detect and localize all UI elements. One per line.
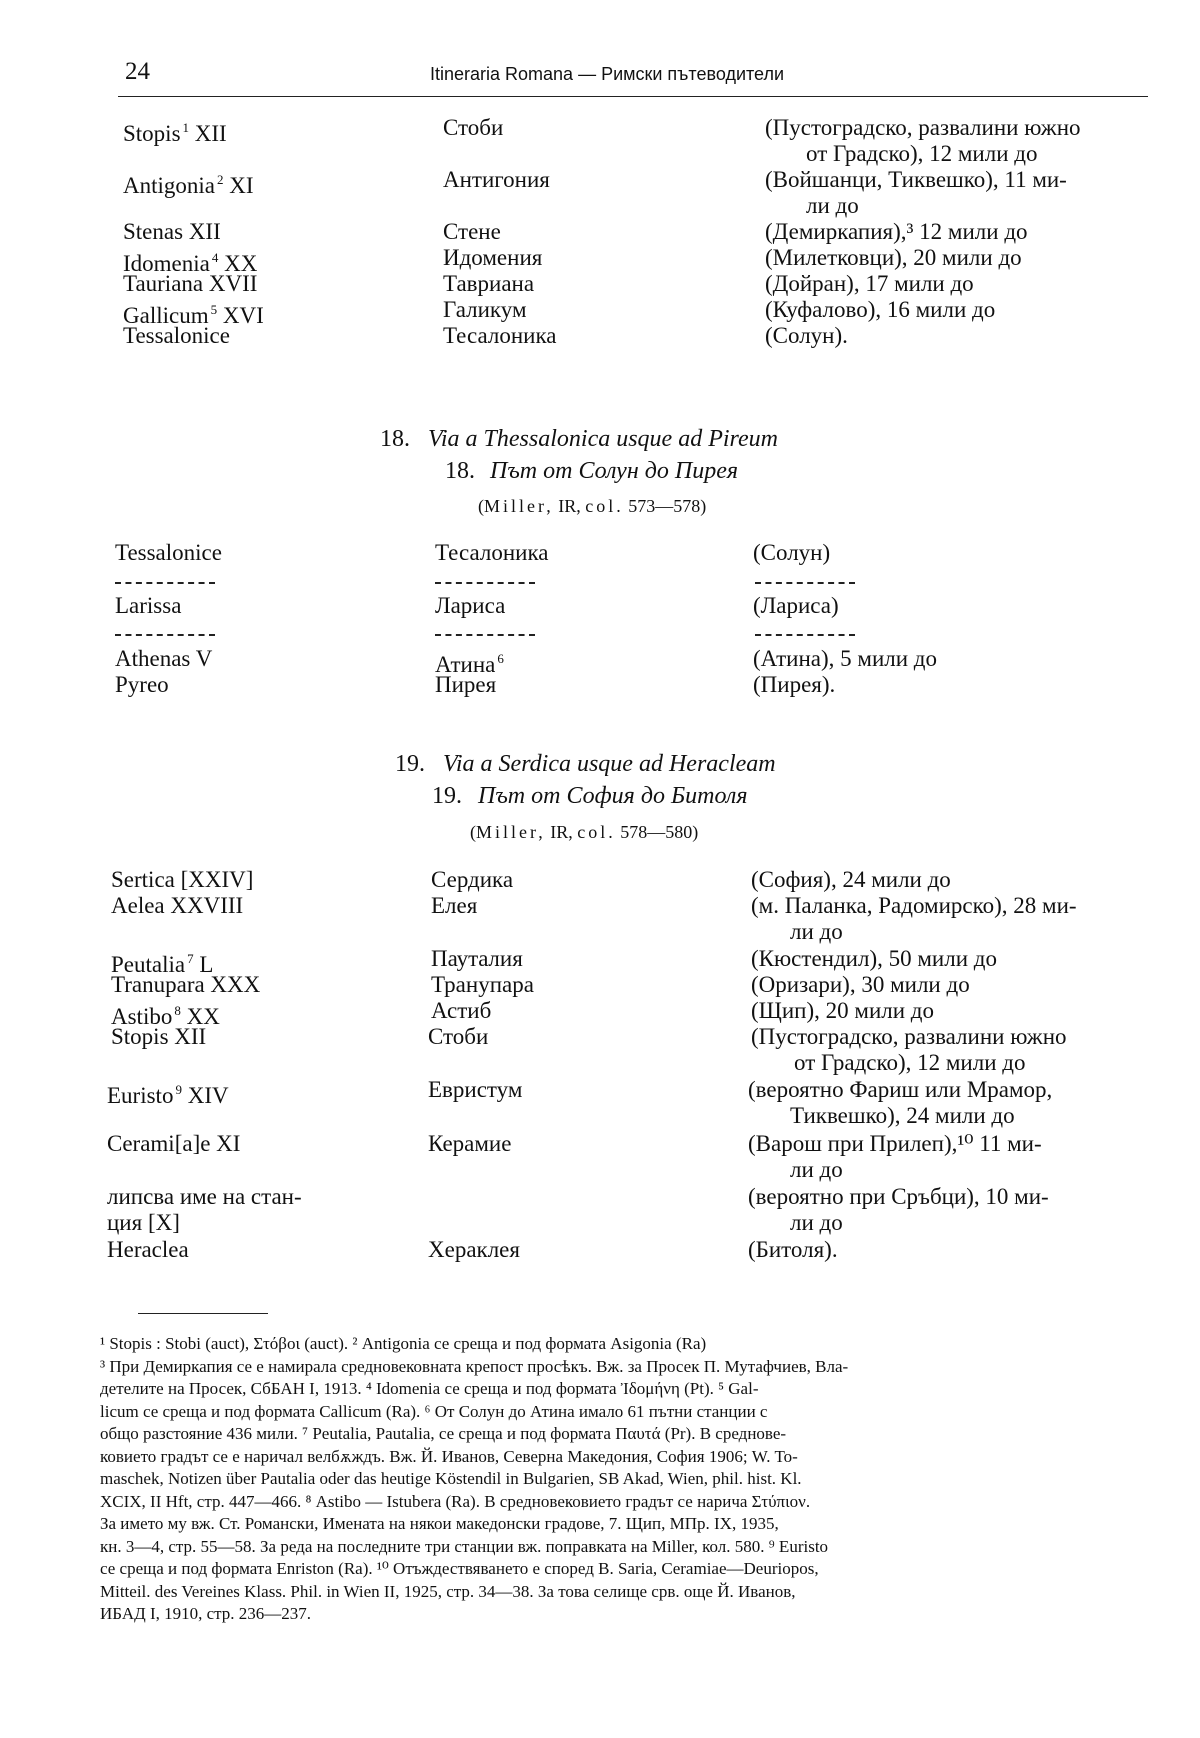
modern-location: (Куфалово), 16 мили до (765, 297, 996, 322)
bulgarian-station: Керамие (428, 1131, 512, 1156)
latin-station: Antigonia (123, 173, 215, 198)
latin-station: Tessalonice (123, 323, 230, 348)
bulgarian-station: Атина (435, 652, 496, 677)
table-row-continuation (0, 918, 1200, 946)
table-row (0, 244, 1200, 276)
modern-location: (Милетковци), 20 мили до (765, 245, 1022, 270)
omission-dashes (115, 582, 215, 584)
modern-location: (Войшанци, Тиквешко), 11 ми- (765, 167, 1067, 192)
modern-location-cont: ли до (790, 1157, 843, 1182)
section-bulgarian-title: Път от Солун до Пирея (490, 458, 739, 484)
bulgarian-station: Паутaлия (431, 946, 523, 971)
modern-location: (Атина), 5 мили до (753, 646, 938, 671)
latin-station: Tauriana (123, 271, 204, 296)
section-number: 18. (445, 458, 475, 484)
table-row (0, 166, 1200, 198)
footnote-line: ИБАД I, 1910, стр. 236—237. (100, 1604, 312, 1623)
modern-location: (Дойран), 17 мили до (765, 271, 974, 296)
bulgarian-station: Хераклея (428, 1237, 520, 1262)
footnote-line: се среща и под формата Enriston (Ra). ¹⁰ Отъждествяването е според B. Saria, Ceramiae—Deuriopos, (100, 1559, 819, 1578)
latin-station: Aelea XXVIII (111, 893, 244, 918)
modern-location: (Щип), 20 мили до (751, 998, 934, 1023)
bulgarian-station: Стоби (443, 115, 504, 140)
latin-station: Idomenia (123, 251, 210, 276)
bulgarian-station: Галикум (443, 297, 527, 322)
table-row (0, 971, 1200, 999)
table-row (0, 671, 1200, 699)
table-row (0, 1130, 1200, 1158)
modern-location-cont: ли до (806, 193, 859, 218)
modern-location: (Пустоградско, развалини южно (765, 115, 1081, 140)
footnote-ref: 5 (210, 302, 218, 317)
latin-distance: XII (188, 219, 221, 244)
table-row (0, 892, 1200, 920)
latin-distance: XI (229, 173, 254, 198)
footnote-line: За името му вж. Ст. Романски, Имената на някои македонски градове, 7. Щип, МПр. IX, 1935, (100, 1514, 779, 1533)
bulgarian-station: Пирея (435, 672, 497, 697)
omission-dashes (115, 634, 215, 636)
footnote-line: licum се среща и под формата Callicum (Ra). ⁶ От Солун до Атина имало 61 пътни станции с (100, 1401, 768, 1421)
source-col: col. (577, 822, 616, 842)
footnote-line: Mitteil. des Vereines Klass. Phil. in Wien II, 1925, стр. 34—38. За това селище срв. още Й. Иванов, (100, 1581, 796, 1601)
source-pages: 573—578) (628, 496, 707, 516)
modern-location-cont: ли до (790, 1210, 843, 1235)
bulgarian-station: Идомения (443, 245, 543, 270)
running-title: Itineraria Romana — Римски пътеводители (430, 64, 785, 84)
table-row (0, 1183, 1200, 1211)
bulgarian-station: Антигония (443, 167, 550, 192)
modern-location: (Солун) (753, 540, 831, 565)
table-row (0, 997, 1200, 1029)
footnote-ref: 9 (175, 1082, 182, 1097)
section-number: 18. (380, 426, 410, 452)
table-row-continuation (0, 1156, 1200, 1184)
bulgarian-station: Транупара (431, 972, 534, 997)
source-work: IR, (558, 496, 581, 516)
table-row-continuation (0, 1102, 1200, 1130)
source-author: Miller, (476, 822, 546, 842)
table-row (0, 114, 1200, 146)
source-col: col. (585, 496, 624, 516)
modern-location: (Пустоградско, развалини южно (751, 1024, 1067, 1049)
latin-distance: XII (194, 121, 227, 146)
bulgarian-station: Астиб (431, 998, 492, 1023)
latin-station-cont: ция [X] (107, 1210, 180, 1235)
latin-distance: XX (186, 1004, 220, 1029)
modern-location: (Битоля). (748, 1237, 838, 1262)
footnote-ref: 4 (211, 250, 219, 265)
section-number: 19. (432, 783, 462, 809)
footnote-line: кн. 3—4, стр. 55—58. За реда на последните три станции вж. поправката на Miller, кол. 580. ⁹ Euristo (100, 1536, 829, 1556)
footnote-line: ковието градът се е наричал велбѫждъ. Вж. Й. Иванов, Северна Македония, София 1906; W. To- (100, 1446, 798, 1466)
modern-location-cont: ли до (790, 919, 843, 944)
table-row (0, 866, 1200, 894)
bulgarian-station: Лариса (435, 593, 506, 618)
latin-distance: XVI (222, 303, 264, 328)
latin-station: Euristo (107, 1083, 174, 1108)
modern-location: (Кюстендил), 50 мили до (751, 946, 997, 971)
table-row-continuation (0, 140, 1200, 168)
omission-dashes (755, 582, 855, 584)
table-row (0, 1023, 1200, 1051)
footnote-line: maschek, Notizen über Pautalia oder das heutige Köstendil in Bulgarien, SB Akad, Wien, phil. hist. Kl. (100, 1469, 802, 1488)
modern-location: (Варош при Прилеп),¹⁰ 11 ми- (748, 1131, 1042, 1156)
table-row-continuation (0, 1209, 1200, 1237)
modern-location: (Демиркапия),³ 12 мили до (765, 219, 1028, 244)
page-header (125, 58, 1125, 92)
footnote-line: общо разстояние 436 мили. ⁷ Peutalia, Pautalia, се среща и под формата Παυτά (Pr). В среднове- (100, 1424, 787, 1443)
latin-station: Tessalonice (115, 540, 222, 565)
latin-station: Sertica [XXIV] (111, 867, 254, 892)
modern-location: (Пирея). (753, 672, 836, 697)
footnotes (100, 1333, 1140, 1626)
footnote-ref: 6 (497, 651, 504, 666)
modern-location: (вероятно Фариш или Мрамор, (748, 1077, 1053, 1102)
latin-station: Astibo (111, 1004, 173, 1029)
footnote-ref: 7 (187, 951, 194, 966)
bulgarian-station: Таврианa (443, 271, 535, 296)
table-row (0, 322, 1200, 350)
table-row (0, 270, 1200, 298)
table-row (0, 1236, 1200, 1264)
modern-location-cont: от Градско), 12 мили до (794, 1050, 1026, 1075)
latin-station: Cerami[a]e XI (107, 1131, 241, 1156)
latin-distance: XVII (208, 271, 258, 296)
modern-location: (Лариса) (753, 593, 839, 618)
modern-location-cont: Тиквешко), 24 мили до (790, 1103, 1015, 1128)
footnote-line: ³ При Демиркапия се е намирала средновековната крепост просѣкъ. Вж. за Просек П. Мутафчиев, Вла- (100, 1356, 849, 1376)
table-row (0, 218, 1200, 246)
latin-distance: XIV (187, 1083, 229, 1108)
latin-station: Stopis (123, 121, 181, 146)
modern-location: (вероятно при Сръбци), 10 ми- (748, 1184, 1049, 1209)
latin-station: Gallicum (123, 303, 209, 328)
omission-dashes (435, 634, 535, 636)
footnote-line: ¹ Stopis : Stobi (auct), Στόβοι (auct). ² Antigonia се среща и под формата Asigonia (Ra) (100, 1334, 707, 1353)
omission-dashes (755, 634, 855, 636)
latin-distance: XX (224, 251, 258, 276)
footnote-ref: 2 (217, 172, 224, 187)
modern-location: (София), 24 мили до (751, 867, 951, 892)
footnote-ref: 8 (174, 1003, 181, 1018)
table-row (0, 296, 1200, 328)
table-row (0, 945, 1200, 977)
table-row-continuation (0, 192, 1200, 220)
latin-station: Peutalia (111, 952, 186, 977)
footnote-line: XCIX, II Hft, стр. 447—466. ⁸ Astibo — Istubera (Ra). В средновековието градът се нарича Στύπιον. (100, 1491, 811, 1511)
section-number: 19. (395, 751, 425, 777)
latin-station: Stenas (123, 219, 184, 244)
document-page: 24 Itineraria Romana — Римски пътеводители Stopis $^1$ XII Стоби (Пустоградско, развалини южно от Градско), 12 мили до Antigonia $^2$ XI Антигония (Войшанци, Тиквешко), 11 ми- ли до Stenas XII Стене (Демиркапия),³ 12 мили до Idomenia $^4$ XX Идомения (Милетковци), 20 мили до Tauriana XVII Таврианa (Дойран), 17 мили до Gallicum $^5$ XVI Галикум (Куфалово), 16 мили до Tessalonice Тесалоника (Солун). 18. Via a Thessalonica usque ad Pireum 18. Път от Солун до Пирея (Miller, IR, col. 573—578) Tessalonice Тесалоника (Солун) Larissa Лариса (Лариса) Athenas V Атина $^6$ (Атина), 5 мили до Pyreo Пирея (Пирея). 19. Via a Serdica usque ad Heracleam 19. Път от София до Битоля (Miller, IR, col. 578—580) Sertica [XXIV] Сердика (София), 24 мили до Aelea XXVIII Елея (м. Паланка, Радомирско), 28 ми- ли до Peutalia $^7$ L Паутaлия (Кюстендил), 50 мили до Tranupara XXX Транупара (Оризари), 30 мили до Astibo $^8$ XX Астиб (Щип), 20 мили до Stopis XII Стоби (Пустоградско, развалини южно от Градско), 12 мили до Euristo $^9$ XIV Евристум (вероятно Фариш или Мрамор, Тиквешко), 24 мили до Cerami[a]e XI Керамие (Варош при Прилеп),¹⁰ 11 ми- ли до липсва име на стан- (вероятно при Сръбци), 10 ми- ция [X] ли до Heraclea Хераклея (Битоля). ¹ Stopis : Stobi (auct), Στόβοι (auct). ² Antigonia се среща и под формата Asigonia (Ra) ³ При Демиркапия се е намирала средновековната крепост просѣкъ. Вж. за Просек П. Мутафчиев, Вла- детелите на Просек, СбБАН I, 1913. ⁴ Idomenia се среща и под формата Ἰδομήνη (Pt). ⁵ Gal- licum се среща и под формата Callicum (Ra). ⁶ От Солун до Атина имало 61 пътни станции с общо разстояние 436 мили. ⁷ Peutalia, Pautalia, се среща и под формата Παυτά (Pr). В среднове- ковието градът се е наричал велбѫждъ. Вж. Й. Иванов, Северна Македония, София 1906; W. To- maschek, Notizen über Pautalia oder das heutige Köstendil in Bulgarien, SB Akad, Wien, phil. hist. Kl. XCIX, II Hft, стр. 447—466. ⁸ Astibo — Istubera (Ra). В средновековието градът се нарича Στύπιον. За името му вж. Ст. Романски, Имената на някои македонски градове, 7. Щип, МПр. IX, 1935, кн. 3—4, стр. 55—58. За реда на последните три станции вж. поправката на Miller, кол. 580. ⁹ Euristo се среща и под формата Enriston (Ra). ¹⁰ Отъждествяването е според B. Saria, Ceramiae—Deuriopos, Mitteil. des Vereines Klass. Phil. in Wien II, 1925, стр. 34—38. За това селище срв. още Й. Иванов, ИБАД I, 1910, стр. 236—237. (0, 0, 1200, 1738)
bulgarian-station: Тесалоника (443, 323, 557, 348)
table-row-continuation (0, 1049, 1200, 1077)
page-number: 24 (125, 58, 150, 85)
latin-distance: L (199, 952, 214, 977)
modern-location: (Оризари), 30 мили до (751, 972, 970, 997)
table-row (0, 645, 1200, 677)
table-row (0, 539, 1200, 567)
latin-station: Larissa (115, 593, 182, 618)
section-latin-title: Via a Thessalonica usque ad Pireum (428, 426, 778, 452)
footnote-ref: 1 (182, 120, 190, 135)
omission-dashes (435, 582, 535, 584)
latin-station: Stopis XII (111, 1024, 207, 1049)
bulgarian-station: Евристум (428, 1077, 523, 1102)
modern-location: (Солун). (765, 323, 848, 348)
table-row (0, 592, 1200, 620)
source-pages: 578—580) (620, 822, 699, 842)
bulgarian-station: Стоби (428, 1024, 489, 1049)
header-rule (118, 96, 1148, 97)
footnote-line: детелите на Просек, СбБАН I, 1913. ⁴ Idomenia се среща и под формата Ἰδομήνη (Pt). ⁵ Gal- (100, 1379, 759, 1398)
bulgarian-station: Елея (431, 893, 478, 918)
modern-location: (м. Паланка, Радомирско), 28 ми- (751, 893, 1077, 918)
source-work: IR, (550, 822, 573, 842)
latin-station: Athenas V (115, 646, 213, 671)
footnote-separator (138, 1313, 268, 1314)
latin-station: Heraclea (107, 1237, 189, 1262)
section-latin-title: Via a Serdica usque ad Heracleam (443, 751, 776, 777)
section-bulgarian-title: Път от София до Битоля (478, 783, 748, 809)
latin-station: Pyreo (115, 672, 169, 697)
bulgarian-station: Сердика (431, 867, 514, 892)
modern-location-cont: от Градско), 12 мили до (806, 141, 1038, 166)
bulgarian-station: Стене (443, 219, 501, 244)
latin-station: Tranupara XXX (111, 972, 261, 997)
table-row (0, 1076, 1200, 1108)
source-author: Miller, (484, 496, 554, 516)
bulgarian-station: Тесалоника (435, 540, 549, 565)
latin-station: липсва име на стан- (107, 1184, 302, 1209)
